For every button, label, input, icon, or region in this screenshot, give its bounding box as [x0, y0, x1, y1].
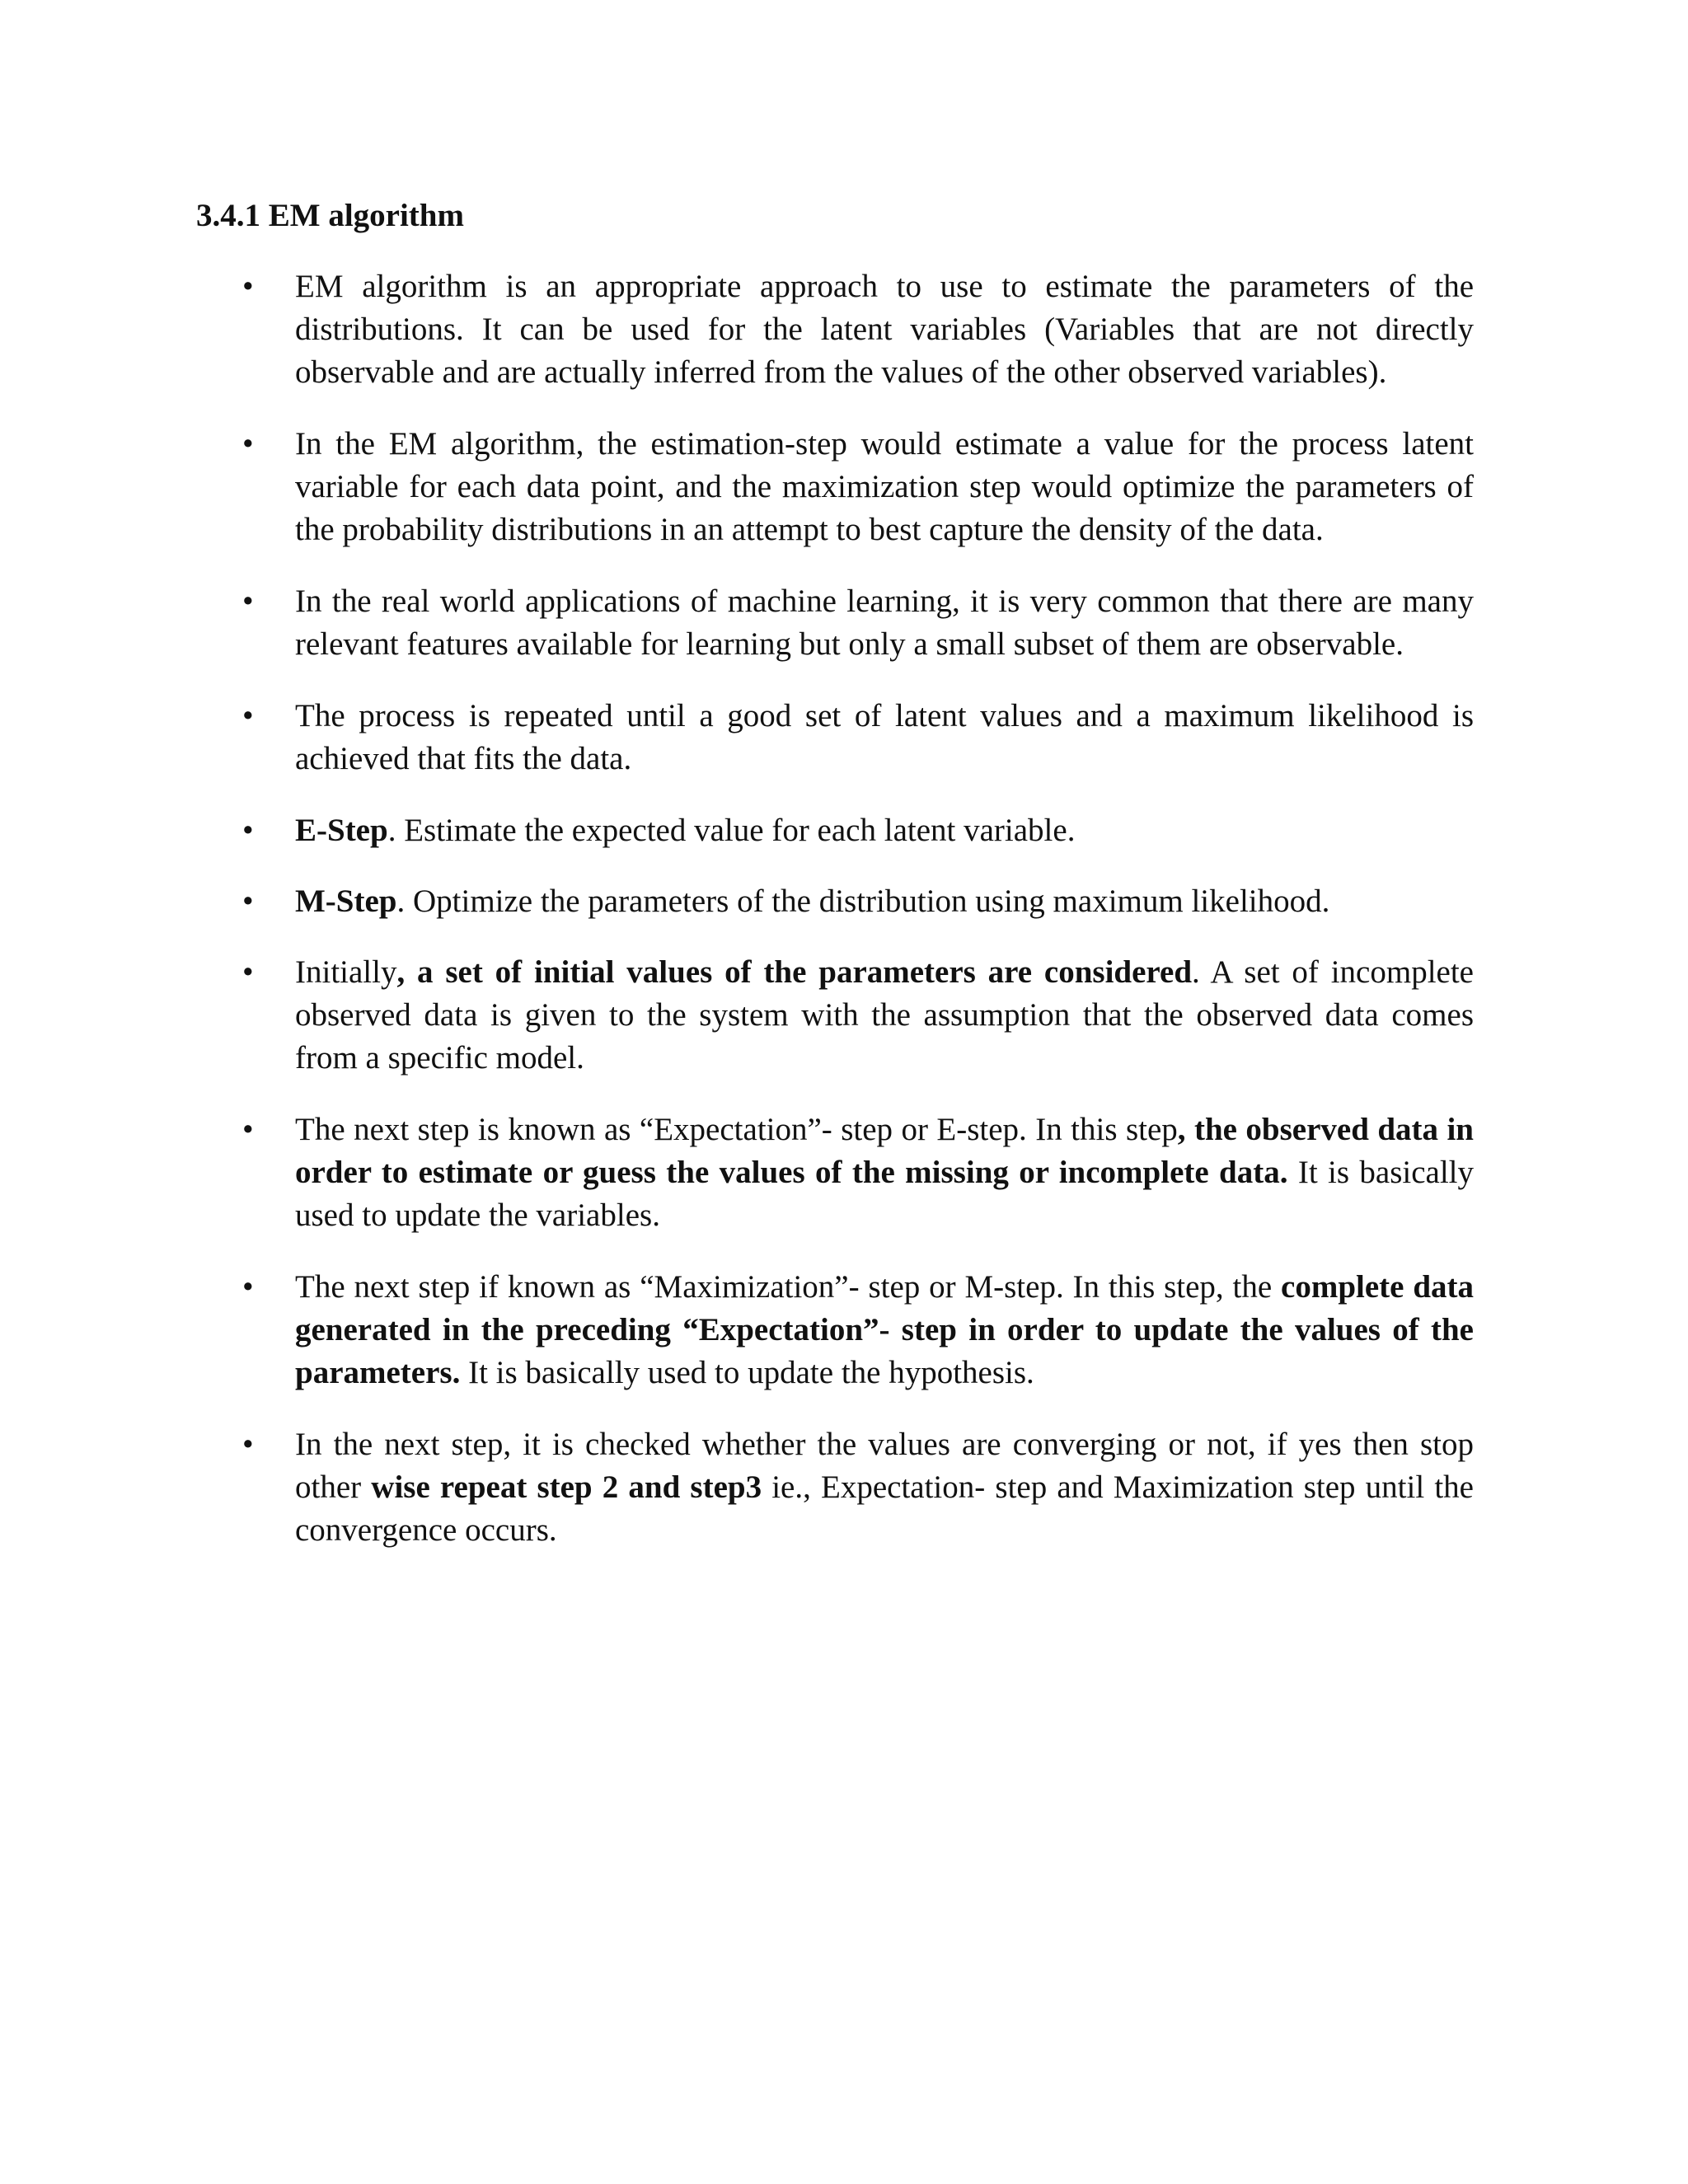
body-text: It is basically used to update the hypothesis. [460, 1355, 1034, 1390]
bullet-item [196, 951, 1474, 1080]
bullet-item [196, 1423, 1474, 1552]
body-text: It is basically used to update the variables. [295, 1155, 1475, 1233]
body-text: The next step if known as “Maximization”- step or M-step. In this step, the [295, 1269, 1282, 1305]
bold-text: , a set of initial values of the parameters are considered [396, 954, 1193, 990]
bold-text: M-Step [295, 883, 397, 919]
body-text: . A set of incomplete observed data is given to the system with the assumption that the observed data comes from a specific model. [295, 954, 1474, 1076]
bullet-item [196, 580, 1474, 666]
body-text: In the EM algorithm, the estimation-step would estimate a value for the process latent variable for each data point, and the maximization step would optimize the parameters of the probability distributions in an attempt to best capture the density of the data. [295, 426, 1474, 547]
body-text: ie., Expectation- step and Maximization step until the convergence occurs. [295, 1469, 1474, 1548]
body-text: EM algorithm is an appropriate approach to use to estimate the parameters of the distributions. It can be used for the latent variables (Variables that are not directly observable and are actually inferred from the values of the other observed variables). [295, 269, 1474, 390]
body-text: . Optimize the parameters of the distribution using maximum likelihood. [396, 883, 1330, 919]
bullet-mark: • [242, 426, 254, 462]
bullet-mark: • [242, 1112, 254, 1147]
body-text: In the real world applications of machine learning, it is very common that there are many relevant features available for learning but only a small subset of them are observable. [295, 583, 1474, 662]
bold-text: complete data generated in the preceding “Expectation”- step in order to update the values of the parameters. [295, 1269, 1474, 1390]
bold-text: E-Step [295, 813, 388, 848]
bold-text: wise repeat step 2 and step3 [371, 1469, 762, 1505]
bullet-item [196, 809, 1474, 852]
body-text: Initially [295, 954, 397, 990]
bold-text: , the observed data in order to estimate or guess the values of the missing or incomplete data. [295, 1112, 1474, 1190]
bullet-item [196, 1108, 1474, 1237]
section-heading: 3.4.1 EM algorithm [196, 198, 464, 233]
bullet-mark: • [242, 1269, 254, 1305]
bullet-item [196, 265, 1474, 394]
bullet-item [196, 423, 1474, 551]
bullet-item [196, 1266, 1474, 1394]
bullet-item [196, 695, 1474, 780]
bullet-mark: • [242, 583, 254, 619]
bullet-mark: • [242, 954, 254, 990]
bullet-mark: • [242, 883, 254, 919]
bullet-mark: • [242, 269, 254, 304]
body-text: In the next step, it is checked whether the values are converging or not, if yes then stop other [295, 1427, 1474, 1505]
body-text: . Estimate the expected value for each latent variable. [387, 813, 1076, 848]
bullet-mark: • [242, 698, 254, 733]
body-text: The next step is known as “Expectation”- step or E-step. In this step [295, 1112, 1178, 1147]
bullet-mark: • [242, 813, 254, 848]
bullet-mark: • [242, 1427, 254, 1462]
body-text: The process is repeated until a good set of latent values and a maximum likelihood is achieved that fits the data. [295, 698, 1474, 776]
bullet-list [196, 265, 1474, 1581]
bullet-item [196, 880, 1474, 923]
